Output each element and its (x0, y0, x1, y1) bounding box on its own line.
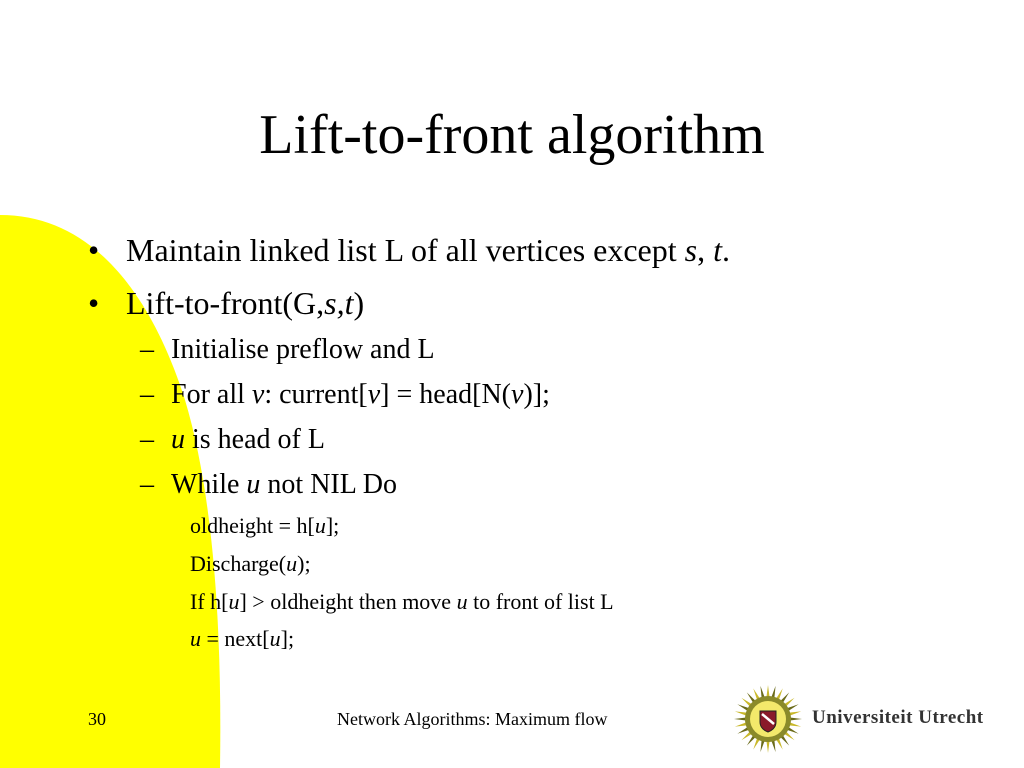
inner-item-text (190, 512, 339, 540)
text-segment: = next[ (201, 626, 270, 651)
var-st: s,t (324, 285, 354, 321)
text-segment: ) (353, 285, 365, 321)
text-segment: . (721, 232, 730, 268)
text-segment: ] > oldheight then move (239, 589, 457, 614)
var-u: u (269, 626, 281, 651)
sub-item-text: Initialise preflow and L (171, 334, 435, 365)
var-u: u (314, 513, 326, 538)
text-segment: ]; (325, 513, 340, 538)
text-segment: Discharge( (190, 551, 287, 576)
text-segment: to front of list L (467, 589, 614, 614)
var-u: u (171, 424, 185, 455)
bullet-marker: • (88, 232, 100, 268)
footer-course-title: Network Algorithms: Maximum flow (337, 709, 608, 729)
inner-item-text (190, 588, 614, 616)
bullet-text (126, 230, 730, 270)
bullet-text (126, 283, 364, 323)
bullet-item (88, 230, 99, 270)
page-number: 30 (88, 709, 106, 729)
text-segment: For all (171, 379, 252, 410)
dash-marker: – (140, 424, 154, 455)
text-segment: While (171, 469, 247, 500)
var-v: v (251, 379, 265, 410)
var-u: u (246, 469, 261, 500)
bullet-item (88, 283, 99, 323)
text-segment: : current[ (264, 379, 368, 410)
text-segment: ); (297, 551, 311, 576)
dash-marker: – (140, 334, 154, 365)
var-u: u (456, 589, 468, 614)
sun-seal-icon (733, 684, 803, 754)
text-segment: ] = head[N( (380, 379, 511, 410)
var-t: t (713, 232, 722, 268)
text-segment: not NIL Do (260, 469, 398, 500)
text-segment: oldheight = h[ (190, 513, 315, 538)
slide-title: Lift-to-front algorithm (259, 104, 765, 166)
text-segment: Maintain linked list L of all vertices except (126, 232, 685, 268)
inner-item-text (190, 625, 294, 653)
text-segment: is head of L (185, 424, 325, 455)
dash-marker: – (140, 469, 154, 500)
sub-item-text (171, 467, 397, 503)
text-segment: If h[ (190, 589, 229, 614)
bullet-marker: • (88, 285, 100, 321)
var-s: s (684, 232, 698, 268)
var-u: u (286, 551, 298, 576)
dash-marker: – (140, 379, 154, 410)
sub-item-text (171, 377, 550, 413)
text-segment: Lift-to-front(G, (126, 285, 325, 321)
var-v: v (511, 379, 524, 410)
university-name: Universiteit Utrecht (812, 707, 984, 728)
var-u: u (190, 626, 201, 651)
text-segment: )]; (523, 379, 550, 410)
var-u: u (228, 589, 240, 614)
text-segment: ]; (280, 626, 295, 651)
var-v: v (367, 379, 381, 410)
inner-item-text (190, 550, 311, 578)
text-segment: , (697, 232, 714, 268)
sub-item-text (171, 422, 325, 458)
